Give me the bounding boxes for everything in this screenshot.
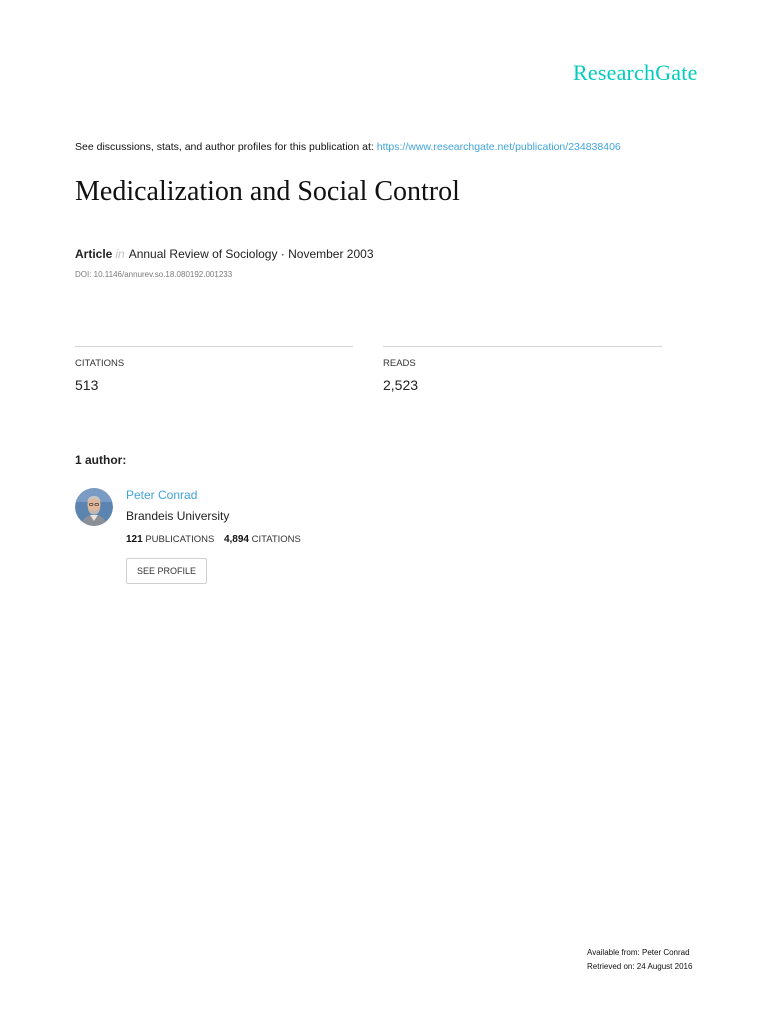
retrieval-footer [587,946,692,973]
author-avatar[interactable] [75,488,113,526]
reads-value: 2,523 [383,377,419,393]
author-name-link[interactable]: Peter Conrad [126,488,198,502]
publication-meta [75,247,374,261]
avatar-icon [75,488,113,526]
source-prefix: See discussions, stats, and author profiles for this publication at: [75,141,377,153]
author-publications-count: 121 [126,534,143,545]
researchgate-logo[interactable]: ResearchGate [573,60,698,85]
see-profile-button[interactable]: SEE PROFILE [126,558,207,584]
authors-heading: 1 author: [75,453,127,467]
publication-doi: DOI: 10.1146/annurev.so.18.080192.001233 [75,270,233,279]
reads-label: READS [383,358,416,369]
retrieved-on: Retrieved on: 24 August 2016 [587,961,693,971]
citations-value: 513 [75,377,99,393]
publication-url-link[interactable]: https://www.researchgate.net/publication/234838406 [376,141,621,153]
available-from: Available from: Peter Conrad [587,948,690,957]
author-institution: Brandeis University [126,509,230,523]
source-line [75,141,621,153]
in-label: in [115,247,125,261]
publication-venue: Annual Review of Sociology · November 2003 [128,247,374,261]
author-stats [126,534,301,545]
reads-stat [383,346,662,393]
citations-stat [75,346,353,393]
author-citations-label: CITATIONS [251,534,301,545]
author-publications-label: PUBLICATIONS [145,534,215,545]
author-citations-count: 4,894 [223,534,249,545]
publication-title: Medicalization and Social Control [75,176,460,207]
publication-type: Article [75,247,113,261]
citations-label: CITATIONS [75,358,125,369]
